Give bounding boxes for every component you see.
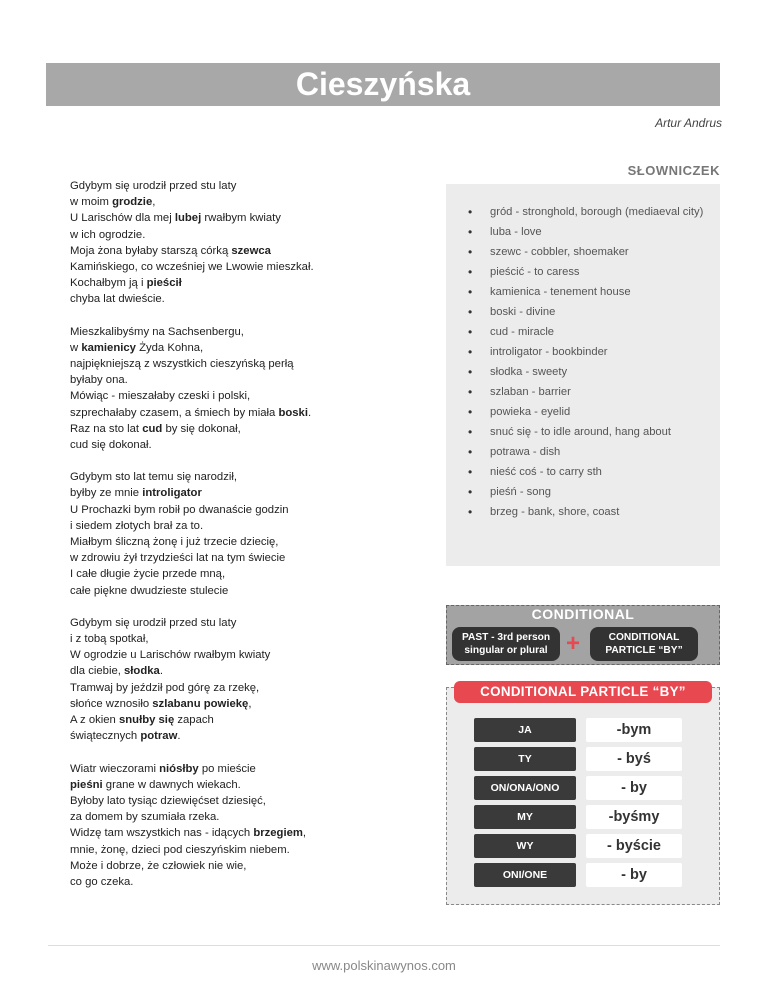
glossary-term: szewca (231, 244, 271, 257)
poem-stanza (70, 761, 410, 891)
ending-label: -byśmy (586, 805, 682, 829)
glossary-item (468, 322, 713, 342)
poem-line (70, 809, 410, 825)
poem-text-segment: całe piękne dwudzieste stulecie (70, 584, 229, 597)
glossary-item-text: szewc - cobbler, shoemaker (490, 246, 629, 258)
glossary-term: niósłby (159, 762, 199, 775)
poem-text-segment: U Prochazki bym robił po dwanaście godzin (70, 503, 289, 516)
poem-text-segment: Gdybym się urodził przed stu laty (70, 616, 237, 629)
glossary-item-text: potrawa - dish (490, 446, 561, 458)
bullet-icon: • (468, 505, 473, 519)
particle-title: CONDITIONAL PARTICLE “BY” (454, 681, 712, 703)
bullet-icon: • (468, 285, 473, 299)
poem-line (70, 680, 410, 696)
poem-line (70, 340, 410, 356)
poem-line (70, 259, 410, 275)
glossary-item-text: pieścić - to caress (490, 266, 580, 278)
pronoun-label: ON/ONA/ONO (474, 776, 576, 800)
glossary-term: pieśni (70, 778, 103, 791)
poem-text-segment: i siedem złotych brał za to. (70, 519, 204, 532)
poem-text-segment: , (302, 827, 307, 840)
bullet-icon: • (468, 405, 473, 419)
glossary-term: kamienicy (81, 341, 136, 354)
glossary-item-text: brzeg - bank, shore, coast (490, 506, 620, 518)
glossary-item (468, 422, 713, 442)
poem-text-segment: Raz na sto lat (70, 422, 143, 435)
poem-line (70, 631, 410, 647)
poem-line (70, 777, 410, 793)
poem-line (70, 712, 410, 728)
poem-line (70, 566, 410, 582)
poem-line (70, 291, 410, 307)
glossary-heading: SŁOWNICZEK (627, 163, 720, 178)
glossary-term: szlabanu powiekę (152, 697, 249, 710)
bullet-icon: • (468, 365, 473, 379)
poem-line (70, 550, 410, 566)
poem-line (70, 485, 410, 501)
ending-label: -bym (586, 718, 682, 742)
poem-text-segment: Kochałbym ją i (70, 277, 147, 290)
footer-url: www.polskinawynos.com (312, 958, 456, 973)
glossary-term: słodka (124, 665, 160, 678)
bullet-icon: • (468, 265, 473, 279)
conditional-particle-pill (590, 627, 698, 661)
poem-text-segment: I całe długie życie przede mną, (70, 568, 226, 581)
poem-line (70, 825, 410, 841)
poem-line (70, 243, 410, 259)
glossary-item (468, 362, 713, 382)
poem-text-segment: Wiatr wieczorami (70, 762, 160, 775)
particle-line2: PARTICLE “BY” (605, 645, 683, 656)
glossary-item-text: introligator - bookbinder (490, 346, 608, 358)
poem-text-segment: dla ciebie, (70, 665, 125, 678)
glossary-term: introligator (142, 487, 202, 500)
poem-line (70, 534, 410, 550)
poem-text-segment: cud się dokonał. (70, 439, 152, 452)
footer-divider (48, 945, 720, 946)
ending-label: - byście (586, 834, 682, 858)
poem-text-segment: by się dokonał, (162, 422, 241, 435)
poem-stanza (70, 615, 410, 745)
poem-text-segment: w ich ogrodzie. (70, 228, 146, 241)
ending-label: - by (586, 776, 682, 800)
bullet-icon: • (468, 325, 473, 339)
poem-text-segment: Kamińskiego, co wcześniej we Lwowie mieszkał. (70, 261, 314, 274)
poem-text-segment: byłaby ona. (70, 374, 128, 387)
glossary-list (468, 202, 713, 522)
poem-line (70, 275, 410, 291)
bullet-icon: • (468, 385, 473, 399)
poem-line (70, 696, 410, 712)
bullet-icon: • (468, 485, 473, 499)
glossary-item-text: snuć się - to idle around, hang about (490, 426, 671, 438)
poem-text-segment: Widzę tam wszystkich nas - idących (70, 827, 254, 840)
poem-line (70, 615, 410, 631)
poem-line (70, 502, 410, 518)
poem-line (70, 437, 410, 453)
particle-line1: CONDITIONAL (608, 632, 680, 643)
glossary-item-text: kamienica - tenement house (490, 286, 631, 298)
poem-stanza (70, 469, 410, 599)
bullet-icon: • (468, 245, 473, 259)
glossary-item (468, 222, 713, 242)
poem-line (70, 663, 410, 679)
pronoun-label: JA (474, 718, 576, 742)
poem-text-segment: zapach (174, 714, 214, 727)
poem-stanza (70, 324, 410, 454)
poem-text-segment: . (177, 730, 181, 743)
poem-text-segment: słońce wznosiło (70, 697, 153, 710)
poem-text-segment: świątecznych (70, 730, 141, 743)
poem-text-segment: , (152, 196, 156, 209)
poem-line (70, 194, 410, 210)
conditional-title: CONDITIONAL (531, 606, 635, 622)
glossary-item (468, 302, 713, 322)
poem-text-segment: Gdybym się urodził przed stu laty (70, 180, 237, 192)
past-tense-line1: PAST - 3rd person (461, 632, 551, 643)
poem-text-segment: Może i dobrze, że człowiek nie wie, (70, 859, 247, 872)
glossary-item (468, 442, 713, 462)
bullet-icon: • (468, 425, 473, 439)
poem-text-segment: A z okien (70, 714, 119, 727)
poem-text-segment: grane w dawnych wiekach. (102, 778, 241, 791)
poem-text-segment: . (159, 665, 163, 678)
poem-text-segment: w zdrowiu żył trzydzieści lat na tym świecie (70, 552, 286, 565)
glossary-item-text: szlaban - barrier (490, 386, 571, 398)
poem-text-segment: co go czeka. (70, 875, 134, 888)
past-tense-line2: singular or plural (464, 645, 548, 656)
poem-text-segment: w moim (70, 196, 113, 209)
glossary-term: lubej (174, 212, 202, 225)
glossary-term: boski (278, 406, 308, 419)
glossary-item (468, 262, 713, 282)
poem-text-segment: U Larischów dla mej (70, 212, 175, 225)
glossary-item (468, 462, 713, 482)
past-tense-pill (452, 627, 560, 661)
poem-text-segment: Tramwaj by jeździł pod górę za rzekę, (70, 681, 260, 694)
glossary-item (468, 342, 713, 362)
glossary-item (468, 282, 713, 302)
glossary-item (468, 382, 713, 402)
poem-line (70, 210, 410, 226)
poem-text-segment: Miałbym śliczną żonę i już trzecie dziecię, (70, 536, 279, 549)
bullet-icon: • (468, 305, 473, 319)
poem-text-segment: mnie, żonę, dzieci pod cieszyńskim niebem. (70, 843, 290, 856)
poem-text-segment: Gdybym sto lat temu się narodził, (70, 471, 238, 484)
poem-text-segment: po mieście (198, 762, 256, 775)
glossary-item-text: boski - divine (490, 306, 556, 318)
bullet-icon: • (468, 465, 473, 479)
poem-line (70, 518, 410, 534)
ending-label: - byś (586, 747, 682, 771)
poem-text-segment: Mieszkalibyśmy na Sachsenbergu, (70, 325, 244, 338)
poem-text-segment: . (307, 406, 312, 419)
glossary-item-text: słodka - sweety (490, 366, 568, 378)
poem-text-segment: W ogrodzie u Larischów rwałbym kwiaty (70, 649, 271, 662)
glossary-term: brzegiem (253, 827, 303, 840)
pronoun-label: WY (474, 834, 576, 858)
poem-line (70, 842, 410, 858)
poem-line (70, 372, 410, 388)
poem-line (70, 227, 410, 243)
poem-line (70, 178, 410, 194)
glossary-panel (446, 184, 720, 566)
poem-text-segment: , (248, 697, 252, 710)
poem-line (70, 761, 410, 777)
pronoun-label: TY (474, 747, 576, 771)
poem-stanza (70, 178, 410, 308)
poem-text-segment: najpiękniejszą z wszystkich cieszyńską perłą (70, 358, 294, 371)
glossary-item (468, 242, 713, 262)
pronoun-label: ONI/ONE (474, 863, 576, 887)
poem-text-segment: byłby ze mnie (70, 487, 143, 500)
page-title: Cieszyńska (46, 63, 720, 106)
poem-line (70, 647, 410, 663)
author-name: Artur Andrus (655, 116, 722, 130)
pronoun-label: MY (474, 805, 576, 829)
poem-text-segment: rwałbym kwiaty (201, 212, 281, 225)
poem-line (70, 388, 410, 404)
glossary-item-text: pieśń - song (490, 486, 551, 498)
poem-text-segment: Mówiąc - mieszałaby czeski i polski, (70, 390, 251, 403)
poem-line (70, 858, 410, 874)
glossary-item (468, 482, 713, 502)
glossary-term: pieścił (146, 277, 182, 290)
poem-text-segment: i z tobą spotkał, (70, 633, 149, 646)
poem-line (70, 583, 410, 599)
glossary-term: potraw (140, 730, 178, 743)
glossary-term: grodzie (112, 196, 153, 209)
glossary-item (468, 402, 713, 422)
bullet-icon: • (468, 445, 473, 459)
glossary-item-text: luba - love (490, 226, 542, 238)
glossary-item-text: powieka - eyelid (490, 406, 571, 418)
poem-line (70, 324, 410, 340)
poem-text-segment: Byłoby lato tysiąc dziewięćset dziesięć, (70, 794, 266, 807)
poem-text-segment: w (70, 341, 82, 354)
glossary-item-text: gród - stronghold, borough (mediaeval city) (490, 206, 704, 218)
poem-line (70, 793, 410, 809)
poem-text-segment: za domem by szumiała rzeka. (70, 811, 220, 824)
bullet-icon: • (468, 205, 473, 219)
poem-text-segment: szprechałaby czasem, a śmiech by miała (70, 406, 279, 419)
glossary-term: cud (142, 422, 163, 435)
glossary-item (468, 502, 713, 522)
glossary-item (468, 202, 713, 222)
poem-line (70, 874, 410, 890)
bullet-icon: • (468, 345, 473, 359)
glossary-item-text: nieść coś - to carry sth (490, 466, 602, 478)
poem-text-segment: chyba lat dwieście. (70, 293, 165, 306)
poem-line (70, 728, 410, 744)
poem-text-segment: Moja żona byłaby starszą córką (70, 244, 232, 257)
poem-line (70, 421, 410, 437)
poem-text-segment: Żyda Kohna, (135, 341, 204, 354)
glossary-term: snułby się (118, 714, 175, 727)
poem-line (70, 356, 410, 372)
poem-line (70, 469, 410, 485)
glossary-item-text: cud - miracle (490, 326, 555, 338)
plus-icon: + (566, 630, 581, 657)
poem-text (70, 178, 410, 906)
ending-label: - by (586, 863, 682, 887)
bullet-icon: • (468, 225, 473, 239)
poem-line (70, 405, 410, 421)
